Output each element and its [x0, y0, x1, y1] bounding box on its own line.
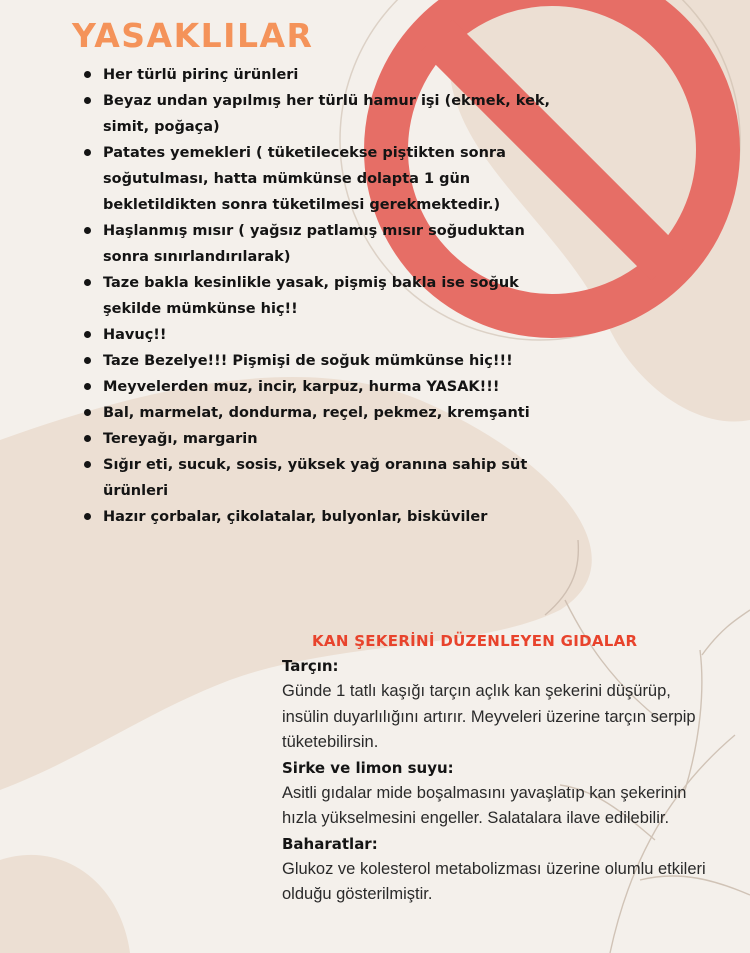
forbidden-item: Hazır çorbalar, çikolatalar, bulyonlar, bisküviler — [82, 504, 562, 530]
food-description: Günde 1 tatlı kaşığı tarçın açlık kan şekerini düşürüp, insülin duyarlılığını artırır. Meyveleri üzerine tarçın serpip tüketebilirsin. — [282, 682, 696, 751]
forbidden-foods-list — [82, 62, 562, 530]
forbidden-item: Patates yemekleri ( tüketilecekse piştikten sonra soğutulması, hatta mümkünse dolapta 1 gün bekletildikten sonra tüketilmesi gerekmektedir.) — [82, 140, 562, 218]
food-description: Asitli gıdalar mide boşalmasını yavaşlatıp kan şekerinin hızla yükselmesini engeller. Salatalara ilave edilebilir. — [282, 783, 687, 827]
forbidden-item: Sığır eti, sucuk, sosis, yüksek yağ oranına sahip süt ürünleri — [82, 452, 562, 504]
forbidden-item: Tereyağı, margarin — [82, 426, 562, 452]
forbidden-item: Bal, marmelat, dondurma, reçel, pekmez, kremşanti — [82, 400, 562, 426]
forbidden-item: Beyaz undan yapılmış her türlü hamur işi (ekmek, kek, simit, poğaça) — [82, 88, 562, 140]
food-name: Tarçın: — [282, 657, 339, 675]
forbidden-item: Haşlanmış mısır ( yağsız patlamış mısır soğuduktan sonra sınırlandırılarak) — [82, 218, 562, 270]
page-title: YASAKLILAR — [72, 16, 314, 55]
food-name: Baharatlar: — [282, 834, 378, 853]
blood-sugar-heading: KAN ŞEKERİNİ DÜZENLEYEN GIDALAR — [312, 632, 638, 650]
forbidden-item: Havuç!! — [82, 322, 562, 348]
food-description: Glukoz ve kolesterol metabolizması üzerine olumlu etkileri olduğu gösterilmiştir. — [282, 859, 706, 903]
forbidden-item: Taze bakla kesinlikle yasak, pişmiş bakla ise soğuk şekilde mümkünse hiç!! — [82, 270, 562, 322]
forbidden-item: Her türlü pirinç ürünleri — [82, 62, 562, 88]
blood-sugar-foods — [282, 654, 722, 908]
food-name: Sirke ve limon suyu: — [282, 758, 454, 777]
forbidden-item: Meyvelerden muz, incir, karpuz, hurma YASAK!!! — [82, 374, 562, 400]
forbidden-item: Taze Bezelye!!! Pişmişi de soğuk mümkünse hiç!!! — [82, 348, 562, 374]
